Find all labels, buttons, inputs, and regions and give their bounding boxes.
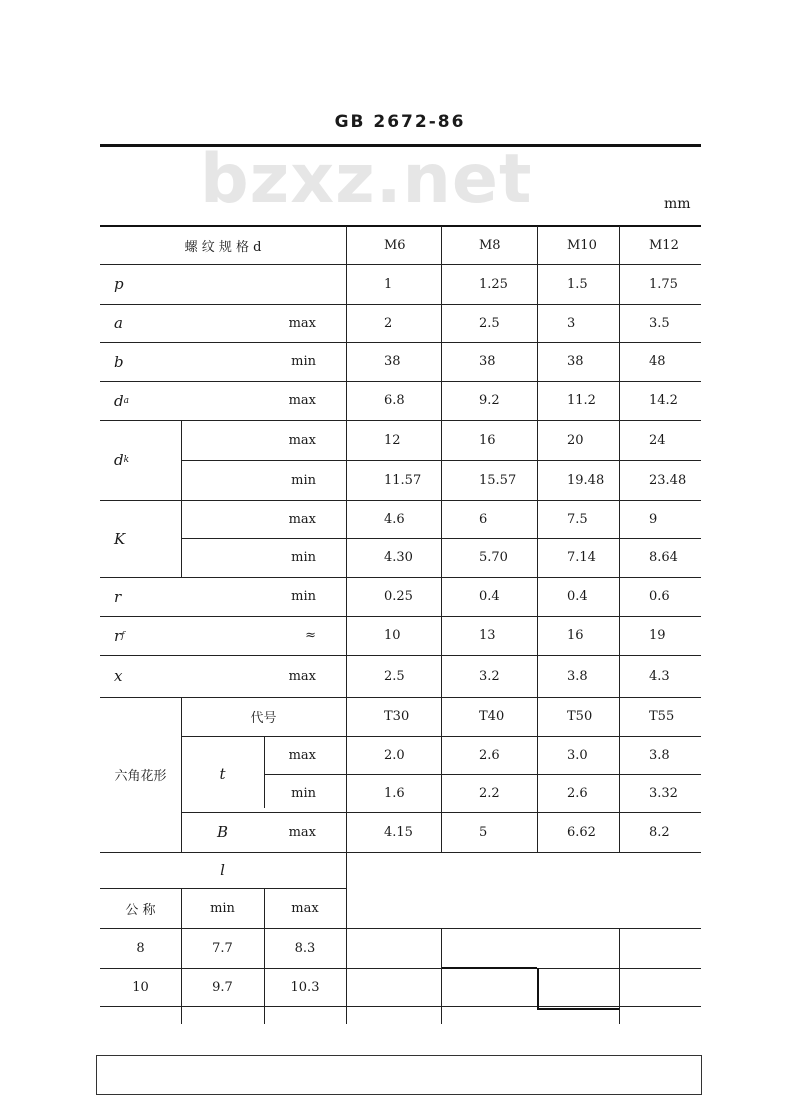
qualifier: min: [291, 550, 316, 565]
table-cell: 8.3: [294, 940, 316, 956]
code-label: 代号: [250, 711, 277, 726]
table-cell: 5: [479, 824, 488, 840]
qualifier: max: [288, 393, 316, 408]
table-cell: 23.48: [649, 472, 687, 488]
table-cell: 3.8: [649, 747, 670, 763]
row-label-dk: d k: [114, 451, 130, 469]
table-cell: 0.4: [567, 589, 588, 604]
table-cell: 8.2: [649, 824, 670, 840]
qualifier: ≈: [305, 628, 316, 643]
table-cell: 6: [479, 511, 488, 527]
qualifier: max: [288, 668, 316, 684]
table-cell: 38: [567, 354, 584, 369]
row-label-r: r: [114, 587, 122, 606]
row-label-a: a: [114, 314, 123, 332]
table-cell: 38: [384, 354, 401, 369]
table-cell: 16: [479, 432, 496, 448]
table-cell: 4.6: [384, 511, 405, 527]
table-cell: 24: [649, 432, 666, 448]
table-cell: 10: [384, 628, 401, 643]
size-m10: M10: [567, 237, 597, 253]
row-label-b-hex: B: [216, 823, 229, 841]
table-cell: 7.5: [567, 511, 588, 527]
table-cell: 0.6: [649, 589, 670, 604]
table-cell: 16: [567, 628, 584, 643]
table-cell: 9: [649, 511, 658, 527]
table-cell: 4.15: [384, 824, 413, 840]
table-cell: 14.2: [649, 393, 678, 408]
table-cell: 20: [567, 432, 584, 448]
table-cell: T55: [649, 709, 675, 724]
table-cell: 7.14: [567, 550, 596, 565]
table-cell: 2: [384, 315, 393, 331]
table-cell: T50: [567, 709, 593, 724]
row-label-k: K: [114, 529, 126, 548]
size-m8: M8: [479, 237, 501, 253]
table-cell: 3.8: [567, 668, 588, 684]
table-cell: T40: [479, 709, 505, 724]
row-label-rf: r f: [114, 626, 125, 645]
table-cell: 0.25: [384, 589, 413, 604]
standard-number: GB 2672-86: [334, 112, 466, 132]
table-cell: 2.6: [479, 747, 500, 763]
table-cell: 2.5: [384, 668, 405, 684]
table-cell: 1.5: [567, 276, 588, 292]
qualifier: min: [291, 472, 316, 488]
qualifier: max: [288, 824, 316, 840]
table-cell: 8: [136, 940, 145, 956]
table-cell: 3: [567, 315, 576, 331]
page-break-gap: [0, 1024, 800, 1055]
table-cell: 2.5: [479, 315, 500, 331]
table-cell: 2.6: [567, 785, 588, 801]
table-cell: 1: [384, 276, 393, 292]
table-cell: 4.30: [384, 550, 413, 565]
table-cell: 0.4: [479, 589, 500, 604]
unit-label: mm: [664, 196, 691, 212]
table-cell: 19: [649, 628, 666, 643]
table-cell: 10: [132, 979, 149, 995]
table-cell: 2.2: [479, 785, 500, 801]
table-cell: 6.8: [384, 393, 405, 408]
length-max-header: max: [291, 900, 319, 916]
qualifier: max: [288, 747, 316, 763]
row-label-da: d a: [114, 391, 129, 410]
table-cell: 1.25: [479, 276, 508, 292]
table-cell: 2.0: [384, 747, 405, 763]
table-cell: 6.62: [567, 824, 596, 840]
table-cell: 1.6: [384, 785, 405, 801]
table-cell: 48: [649, 354, 666, 369]
thread-size-header: 螺 纹 规 格 d: [184, 239, 262, 255]
row-label-x: x: [114, 667, 123, 685]
table-cell: 1.75: [649, 276, 678, 292]
length-label: l: [220, 861, 225, 879]
table-cell: 10.3: [290, 979, 320, 995]
size-m6: M6: [384, 237, 406, 253]
table-cell: 3.0: [567, 747, 588, 763]
hexalobular-label: 六角花形: [114, 769, 167, 784]
table-cell: 7.7: [212, 940, 233, 956]
qualifier: max: [288, 315, 316, 331]
table-cell: 13: [479, 628, 496, 643]
table-cell: 4.3: [649, 668, 670, 684]
next-page-frame: [96, 1055, 702, 1095]
qualifier: max: [288, 511, 316, 527]
table-cell: T30: [384, 709, 410, 724]
table-cell: 11.2: [567, 393, 596, 408]
table-cell: 5.70: [479, 550, 508, 565]
length-nominal-header: 公 称: [125, 902, 156, 918]
row-label-p: p: [114, 275, 124, 293]
table-cell: 3.5: [649, 315, 670, 331]
table-cell: 3.32: [649, 785, 678, 801]
table-cell: 3.2: [479, 668, 500, 684]
table-cell: 19.48: [567, 472, 605, 488]
table-cell: 12: [384, 432, 401, 448]
row-label-b: b: [114, 352, 124, 371]
table-cell: 15.57: [479, 472, 517, 488]
qualifier: max: [288, 432, 316, 448]
table-cell: 11.57: [384, 472, 422, 488]
row-label-t: t: [219, 765, 226, 783]
watermark: bzxz.net: [200, 140, 533, 219]
table-cell: 8.64: [649, 550, 678, 565]
size-m12: M12: [649, 237, 679, 253]
qualifier: min: [291, 354, 316, 369]
table-cell: 9.2: [479, 393, 500, 408]
table-cell: 9.7: [212, 979, 233, 995]
qualifier: min: [291, 589, 316, 604]
table-cell: 38: [479, 354, 496, 369]
length-min-header: min: [210, 900, 235, 916]
qualifier: min: [291, 785, 316, 801]
